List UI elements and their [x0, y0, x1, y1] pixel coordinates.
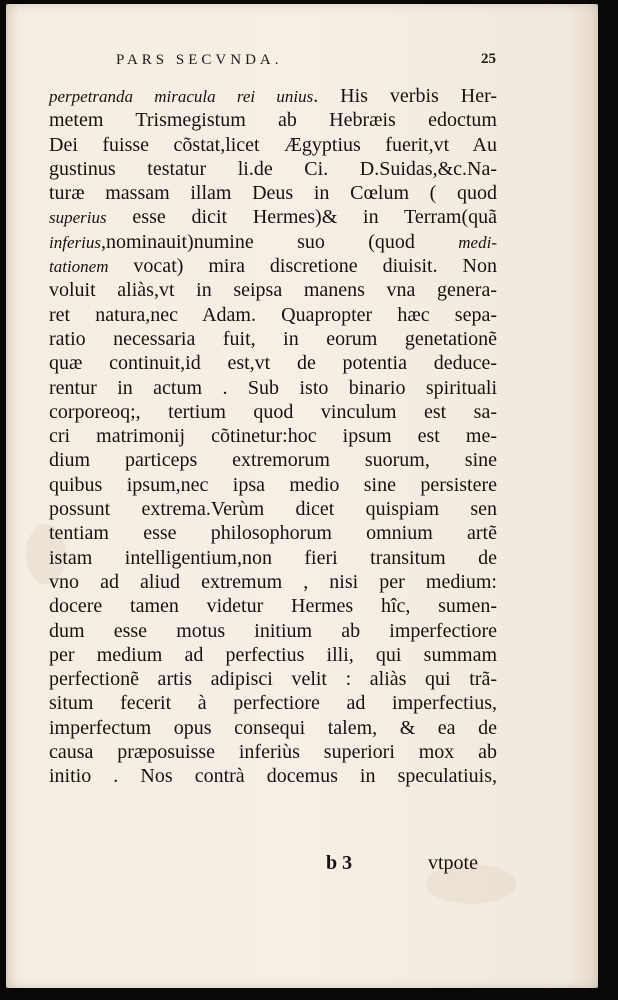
line-text: quibus ipsum,nec ipsa medio sine persistere [49, 473, 497, 496]
text-line [49, 424, 497, 448]
text-line [49, 619, 497, 643]
running-head [116, 52, 498, 72]
line-text: ,nominauit)numine suo (quod [100, 230, 459, 253]
book-page [6, 4, 598, 988]
line-text: possunt extrema.Verùm dicet quispiam sen [49, 498, 497, 521]
text-line [49, 254, 497, 278]
text-line [49, 181, 497, 205]
line-text: rentur in actum . Sub isto binario spirituali [49, 376, 497, 399]
text-line [49, 303, 497, 327]
text-line [49, 594, 497, 618]
line-text: situm fecerit à perfectiore ad imperfectius, [49, 692, 497, 715]
line-text: ret natura,nec Adam. Quapropter hæc sepa- [49, 303, 497, 326]
text-line [49, 278, 497, 302]
text-line [49, 351, 497, 375]
line-text: voluit aliàs,vt in seipsa manens vna genera- [49, 279, 497, 302]
line-text: initio . Nos contrà docemus in speculatiuis, [49, 765, 497, 788]
line-text: per medium ad perfectius illi, qui summam [49, 643, 497, 666]
text-line [49, 497, 497, 521]
text-line [49, 108, 497, 132]
line-text: . His verbis Her- [313, 85, 497, 107]
line-text: quæ continuit,id est,vt de potentia deduce- [49, 352, 497, 375]
line-text: vocat) mira discretione diuisit. Non [108, 255, 497, 278]
text-line [49, 643, 497, 667]
line-text: cri matrimonij cõtinetur:hoc ipsum est me- [49, 425, 497, 448]
italic-phrase: perpetranda miracula rei unius [49, 87, 314, 106]
text-line [49, 764, 497, 788]
line-text: Dei fuisse cõstat,licet Ægyptius fuerit,vt Au [49, 133, 497, 156]
line-text: tentiam esse philosophorum omnium artẽ [49, 522, 497, 545]
line-text: gustinus testatur li.de Ci. D.Suidas,&c.Na- [49, 157, 497, 180]
text-line [49, 570, 497, 594]
text-line [49, 716, 497, 740]
signature-mark: b 3 [326, 852, 353, 874]
line-text: dum esse motus initium ab imperfectiore [49, 619, 497, 642]
text-line [49, 400, 497, 424]
line-text: perfectionẽ artis adipisci velit : aliàs qui trã- [49, 668, 497, 691]
text-line [49, 157, 497, 181]
text-line [49, 740, 497, 764]
italic-phrase: tationem [49, 257, 109, 277]
line-text: imperfectum opus consequi talem, & ea de [49, 716, 497, 739]
text-line [49, 473, 497, 497]
text-line [49, 376, 497, 400]
line-text: dium particeps extremorum suorum, sine [49, 449, 497, 472]
text-line [49, 230, 497, 254]
text-line [49, 327, 497, 351]
line-text: causa præposuisse inferiùs superiori mox ab [49, 741, 497, 764]
text-line [49, 667, 497, 691]
catchword: vtpote [428, 852, 478, 874]
line-text: ratio necessaria fuit, in eorum genetationẽ [49, 327, 497, 350]
text-line [49, 133, 497, 157]
text-line [49, 205, 497, 229]
catch-line [6, 852, 598, 878]
page-number: 25 [481, 51, 496, 67]
text-block [49, 84, 497, 789]
line-text: esse dicit Hermes)& in Terram(quã [106, 206, 497, 229]
line-text: vno ad aliud extremum , nisi per medium: [49, 570, 497, 593]
italic-phrase: superius [49, 208, 107, 228]
text-line [49, 546, 497, 570]
running-head-title: PARS SECVNDA. [116, 52, 283, 68]
italic-phrase: medi- [458, 232, 497, 252]
line-text: corporeoq;, tertium quod vinculum est sa- [49, 400, 497, 423]
text-line [49, 448, 497, 472]
text-line [49, 84, 497, 108]
text-line [49, 521, 497, 545]
line-text: istam intelligentium,non fieri transitum de [49, 546, 497, 569]
italic-phrase: inferius [49, 232, 101, 252]
text-line [49, 691, 497, 715]
line-text: turæ massam illam Deus in Cœlum ( quod [49, 182, 497, 205]
line-text: metem Trismegistum ab Hebræis edoctum [49, 109, 497, 132]
line-text: docere tamen videtur Hermes hîc, sumen- [49, 595, 497, 618]
